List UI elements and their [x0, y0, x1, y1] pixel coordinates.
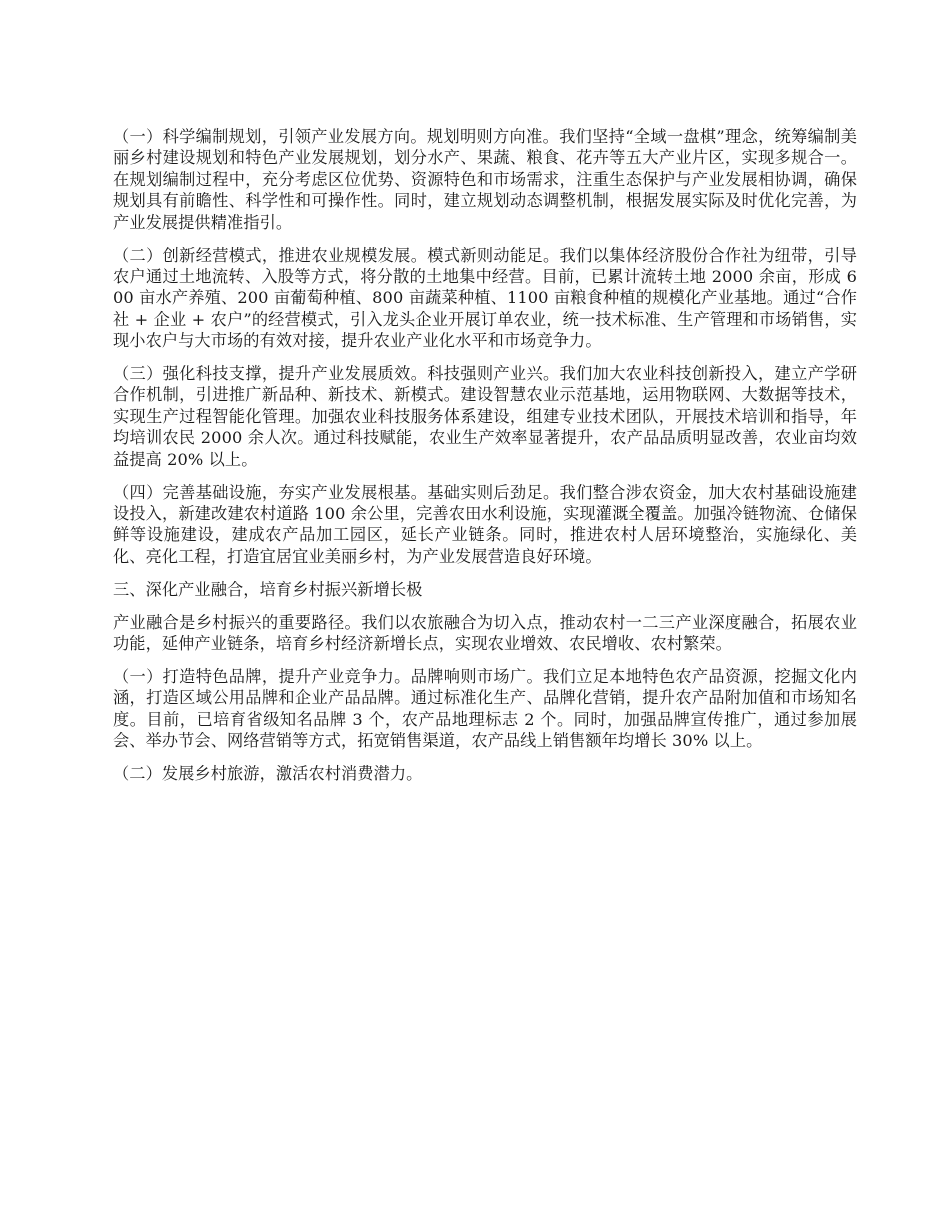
paragraph-technology: （三）强化科技支撑，提升产业发展质效。科技强则产业兴。我们加大农业科技创新投入，建立产学研合作机制，引进推广新品种、新技术、新模式。建设智慧农业示范基地，运用物联网、大数据等技术，实现生产过程智能化管理。加强农业科技服务体系建设，组建专业技术团队，开展技术培训和指导，年均培训农民 2000 余人次。通过科技赋能，农业生产效率显著提升，农产品品质明显改善，农业亩均效益提高 20% 以上。 — [113, 364, 857, 469]
paragraph-planning: （一）科学编制规划，引领产业发展方向。规划明则方向准。我们坚持“全域一盘棋”理念，统筹编制美丽乡村建设规划和特色产业发展规划，划分水产、果蔬、粮食、花卉等五大产业片区，实现多规合一。在规划编制过程中，充分考虑区位优势、资源特色和市场需求，注重生态保护与产业发展相协调，确保规划具有前瞻性、科学性和可操作性。同时，建立规划动态调整机制，根据发展实际及时优化完善，为产业发展提供精准指引。 — [113, 127, 857, 232]
document-body — [113, 126, 857, 796]
paragraph-infrastructure: （四）完善基础设施，夯实产业发展根基。基础实则后劲足。我们整合涉农资金，加大农村基础设施建设投入，新建改建农村道路 100 余公里，完善农田水利设施，实现灌溉全覆盖。加强冷链物流、仓储保鲜等设施建设，建成农产品加工园区，延长产业链条。同时，推进农村人居环境整治，实施绿化、美化、亮化工程，打造宜居宜业美丽乡村，为产业发展营造良好环境。 — [113, 482, 857, 566]
paragraph-rural-tourism: （二）发展乡村旅游，激活农村消费潜力。 — [113, 764, 423, 784]
section-heading-industry-integration: 三、深化产业融合，培育乡村振兴新增长极 — [113, 579, 423, 599]
paragraph-business-model: （二）创新经营模式，推进农业规模发展。模式新则动能足。我们以集体经济股份合作社为纽带，引导农户通过土地流转、入股等方式，将分散的土地集中经营。目前，已累计流转土地 2000 余亩，形成 600 亩水产养殖、200 亩葡萄种植、800 亩蔬菜种植、1100 亩粮食种植的规模化产业基地。通过“合作社 + 企业 + 农户”的经营模式，引入龙头企业开展订单农业，统一技术标准、生产管理和市场销售，实现小农户与大市场的有效对接，提升农业产业化水平和市场竞争力。 — [113, 245, 857, 351]
paragraph-brand: （一）打造特色品牌，提升产业竞争力。品牌响则市场广。我们立足本地特色农产品资源，挖掘文化内涵，打造区域公用品牌和企业产品品牌。通过标准化生产、品牌化营销，提升农产品附加值和市场知名度。目前，已培育省级知名品牌 3 个，农产品地理标志 2 个。同时，加强品牌宣传推广，通过参加展会、举办节会、网络营销等方式，拓宽销售渠道，农产品线上销售额年均增长 30% 以上。 — [113, 666, 857, 751]
paragraph-integration-intro: 产业融合是乡村振兴的重要路径。我们以农旅融合为切入点，推动农村一二三产业深度融合，拓展农业功能，延伸产业链条，培育乡村经济新增长点，实现农业增效、农民增收、农村繁荣。 — [113, 612, 857, 654]
